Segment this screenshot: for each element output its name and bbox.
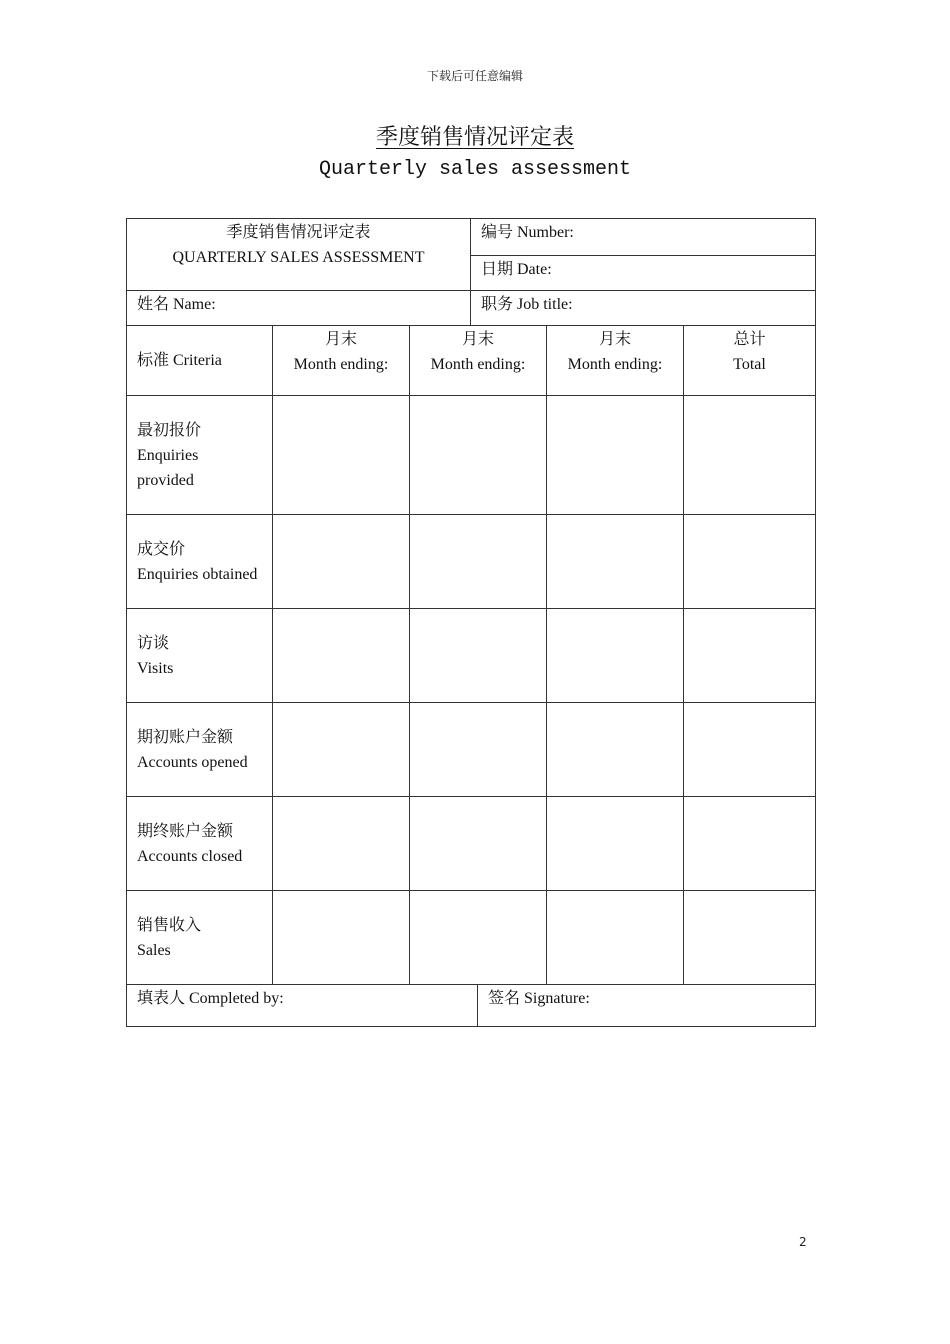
cell-month1[interactable] [272, 797, 409, 890]
form-title-en: QUARTERLY SALES ASSESSMENT [172, 249, 425, 266]
name-field[interactable]: 姓名 Name: [137, 296, 216, 313]
cell-month3[interactable] [546, 797, 683, 890]
page-title-cn [0, 120, 950, 151]
cell-month1[interactable] [272, 891, 409, 984]
row-label-cn: 访谈 [137, 634, 170, 652]
row-label-en: Accounts closed [137, 847, 243, 865]
row-label-cn: 最初报价 [137, 421, 202, 439]
job-title-field[interactable]: 职务 Job title: [470, 291, 815, 325]
cell-total[interactable] [683, 515, 815, 608]
table-row [126, 891, 816, 985]
completed-by-field[interactable]: 填表人 Completed by: [137, 990, 284, 1007]
month1-header-en: Month ending: [293, 356, 389, 373]
cell-month2[interactable] [409, 797, 546, 890]
cell-month1[interactable] [272, 515, 409, 608]
cell-month1[interactable] [272, 609, 409, 702]
cell-total[interactable] [683, 797, 815, 890]
row-label-en: Enquiries [137, 446, 199, 464]
row-label-en: Visits [137, 659, 174, 677]
row-label-enquiries-obtained [127, 515, 272, 608]
cell-total[interactable] [683, 891, 815, 984]
row-label-cn: 销售收入 [137, 916, 202, 934]
row-label-visits [127, 609, 272, 702]
cell-month1[interactable] [272, 703, 409, 796]
cell-month3[interactable] [546, 515, 683, 608]
table-row [126, 515, 816, 609]
name-row [126, 291, 816, 326]
header-note: 下载后可任意编辑 [426, 69, 523, 83]
row-label-cn: 期终账户金额 [137, 822, 234, 840]
table-row [126, 396, 816, 515]
signature-field[interactable]: 签名 Signature: [477, 985, 815, 1026]
cell-month2[interactable] [409, 891, 546, 984]
row-label-en: Accounts opened [137, 753, 248, 771]
criteria-header: 标准 Criteria [137, 352, 222, 369]
row-label-sales [127, 891, 272, 984]
number-field[interactable]: 编号 Number: [481, 224, 574, 241]
table-header-row [126, 326, 816, 396]
row-label-enquiries-provided [127, 396, 272, 514]
form-title-cn: 季度销售情况评定表 [226, 224, 371, 241]
total-header [683, 326, 815, 395]
assessment-form [126, 218, 816, 1027]
cell-total[interactable] [683, 703, 815, 796]
cell-month1[interactable] [272, 396, 409, 514]
table-row [126, 797, 816, 891]
month2-header [409, 326, 546, 395]
page-number: 2 [799, 1235, 807, 1249]
cell-month2[interactable] [409, 703, 546, 796]
cell-month3[interactable] [546, 891, 683, 984]
month1-header [272, 326, 409, 395]
row-label-accounts-closed [127, 797, 272, 890]
table-row [126, 703, 816, 797]
row-label-en: Sales [137, 941, 171, 959]
table-row [126, 609, 816, 703]
footer-row [126, 985, 816, 1027]
total-header-en: Total [733, 356, 766, 373]
page-title-cn-text: 季度销售情况评定表 [375, 125, 574, 150]
month3-header-en: Month ending: [567, 356, 663, 373]
row-label-accounts-opened [127, 703, 272, 796]
cell-month2[interactable] [409, 515, 546, 608]
page-title-en: Quarterly sales assessment [318, 158, 632, 181]
month2-header-cn: 月末 [461, 331, 494, 348]
cell-month3[interactable] [546, 703, 683, 796]
form-title-cell [127, 219, 470, 290]
cell-month2[interactable] [409, 609, 546, 702]
number-date-cell [470, 219, 815, 290]
row-label-en: Enquiries obtained [137, 565, 258, 583]
cell-month3[interactable] [546, 396, 683, 514]
month3-header [546, 326, 683, 395]
cell-total[interactable] [683, 609, 815, 702]
month1-header-cn: 月末 [324, 331, 357, 348]
total-header-cn: 总计 [733, 331, 766, 348]
row-label-en-line2: provided [137, 471, 194, 489]
date-field[interactable]: 日期 Date: [471, 255, 815, 291]
row-label-cn: 成交价 [137, 540, 186, 558]
form-header-row [126, 218, 816, 291]
cell-month2[interactable] [409, 396, 546, 514]
cell-month3[interactable] [546, 609, 683, 702]
month3-header-cn: 月末 [598, 331, 631, 348]
month2-header-en: Month ending: [430, 356, 526, 373]
cell-total[interactable] [683, 396, 815, 514]
row-label-cn: 期初账户金额 [137, 728, 234, 746]
